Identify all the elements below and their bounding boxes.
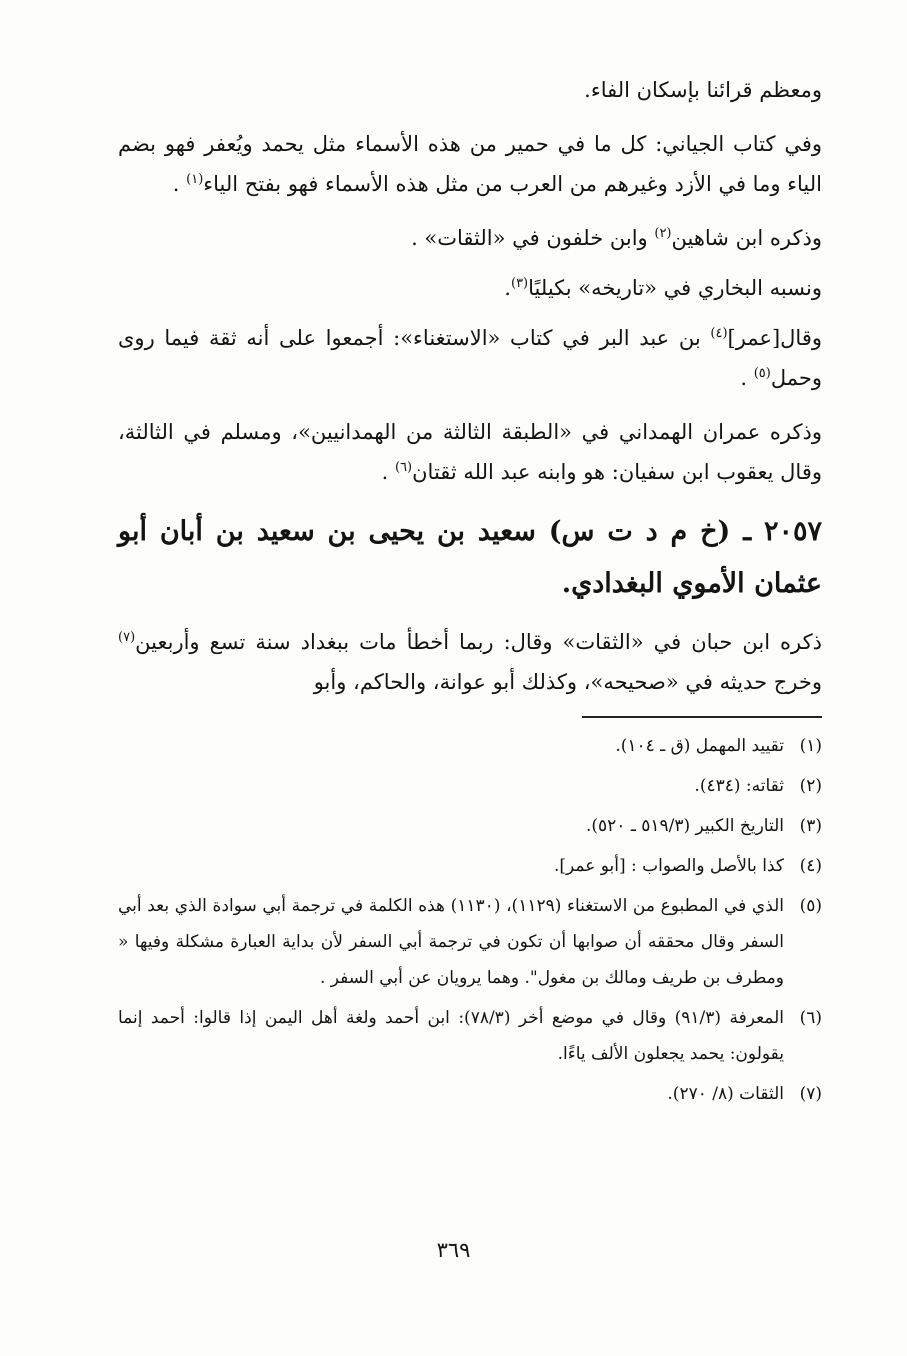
paragraph-text-end: . [740, 366, 754, 390]
entry-paragraph [118, 622, 822, 702]
paragraph-text: وقال[عمر] [727, 326, 822, 350]
footnote-ref[interactable]: (٢) [654, 226, 672, 241]
footnote-ref[interactable]: (٤) [710, 326, 728, 341]
paragraph-text: وذكره عمران الهمداني في «الطبقة الثالثة من الهمدانيين»، ومسلم في الثالثة، وقال يعقوب ابن سفيان: هو وابنه عبد الله ثقتان [118, 420, 822, 484]
paragraph [118, 218, 822, 258]
page-body [118, 70, 822, 1116]
footnote-text: المعرفة (٩١/٣) وقال في موضع أخر (٧٨/٣): ابن أحمد ولغة أهل اليمن إذا قالوا: أحمد إنما يقولون: يحمد يجعلون الألف ياءًا. [118, 1008, 785, 1064]
paragraph [118, 268, 822, 308]
footnote-text: الذي في المطبوع من الاستغناء (١١٢٩)، (١١٣٠) هذه الكلمة في ترجمة أبي سوادة الذي بعد أبي السفر وقال محققه أن صوابها أن تكون في ترجمة أبي السفر لأن بداية العبارة مشكلة وفيها « ومطرف بن طريف ومالك بن مغول". وهما يرويان عن أبي السفر . [118, 896, 785, 988]
footnote-text: الثقات (٨/ ٢٧٠). [667, 1084, 784, 1104]
paragraph-text: ومعظم قرائنا بإسكان الفاء. [584, 78, 822, 102]
paragraph-text: وذكره ابن شاهين [671, 226, 822, 250]
footnote-divider [582, 716, 822, 718]
paragraph [118, 124, 822, 204]
footnote [118, 848, 822, 884]
paragraph [118, 412, 822, 492]
footnote-number: (٣) [799, 816, 822, 836]
footnote-ref[interactable]: (٥) [753, 366, 771, 381]
footnote [118, 768, 822, 804]
paragraph-text-end: . [172, 172, 187, 196]
footnote-ref[interactable]: (٧) [118, 630, 136, 645]
footnote [118, 888, 822, 996]
footnote-list [118, 728, 822, 1112]
footnote-number: (٦) [799, 1008, 822, 1028]
paragraph-text: ونسبه البخاري في «تاريخه» بكيليًا [528, 276, 822, 300]
paragraph-text-mid: بن عبد البر في كتاب «الاستغناء»: أجمعوا على أنه ثقة فيما روى وحمل [118, 326, 822, 390]
paragraph-text-end: . [381, 460, 395, 484]
footnote-text: ثقاته: (٤٣٤). [694, 776, 784, 796]
footnote-text: تقييد المهمل (ق ـ ١٠٤). [615, 736, 784, 756]
footnote [118, 1000, 822, 1072]
footnote-ref[interactable]: (٦) [394, 460, 413, 475]
paragraph-text-end: . [504, 276, 511, 300]
paragraph-text-end: وابن خلفون في «الثقات» . [411, 226, 655, 250]
paragraph-text: ذكره ابن حبان في «الثقات» وقال: ربما أخطأ مات ببغداد سنة تسع وأربعين [135, 630, 822, 654]
footnote [118, 1076, 822, 1112]
footnote [118, 808, 822, 844]
footnote-number: (٧) [799, 1084, 822, 1104]
footnote-ref[interactable]: (١) [186, 172, 204, 187]
paragraph-text: وفي كتاب الجياني: كل ما في حمير من هذه الأسماء مثل يحمد ويُعفر فهو بضم الياء وما في الأزد وغيرهم من العرب من مثل هذه الأسماء فهو بفتح الياء [118, 132, 822, 196]
footnote [118, 728, 822, 764]
paragraph [118, 318, 822, 398]
footnote-number: (١) [799, 736, 822, 756]
entry-title: ٢٠٥٧ ـ (خ م د ت س) سعيد بن يحيى بن سعيد بن أبان أبو عثمان الأموي البغدادي. [118, 516, 823, 599]
footnote-ref[interactable]: (٣) [510, 276, 529, 291]
footnote-number: (٤) [799, 856, 822, 876]
footnote-text: التاريخ الكبير (٥١٩/٣ ـ ٥٢٠). [585, 816, 784, 836]
paragraph [118, 70, 822, 110]
paragraph-text-end: وخرج حديثه في «صحيحه»، وكذلك أبو عوانة، والحاكم، وأبو [313, 670, 822, 694]
footnote-number: (٥) [799, 896, 822, 916]
footnote-number: (٢) [799, 776, 822, 796]
footnote-text: كذا بالأصل والصواب : [أبو عمر]. [553, 856, 784, 876]
page-number: ٣٦٩ [436, 1238, 471, 1262]
